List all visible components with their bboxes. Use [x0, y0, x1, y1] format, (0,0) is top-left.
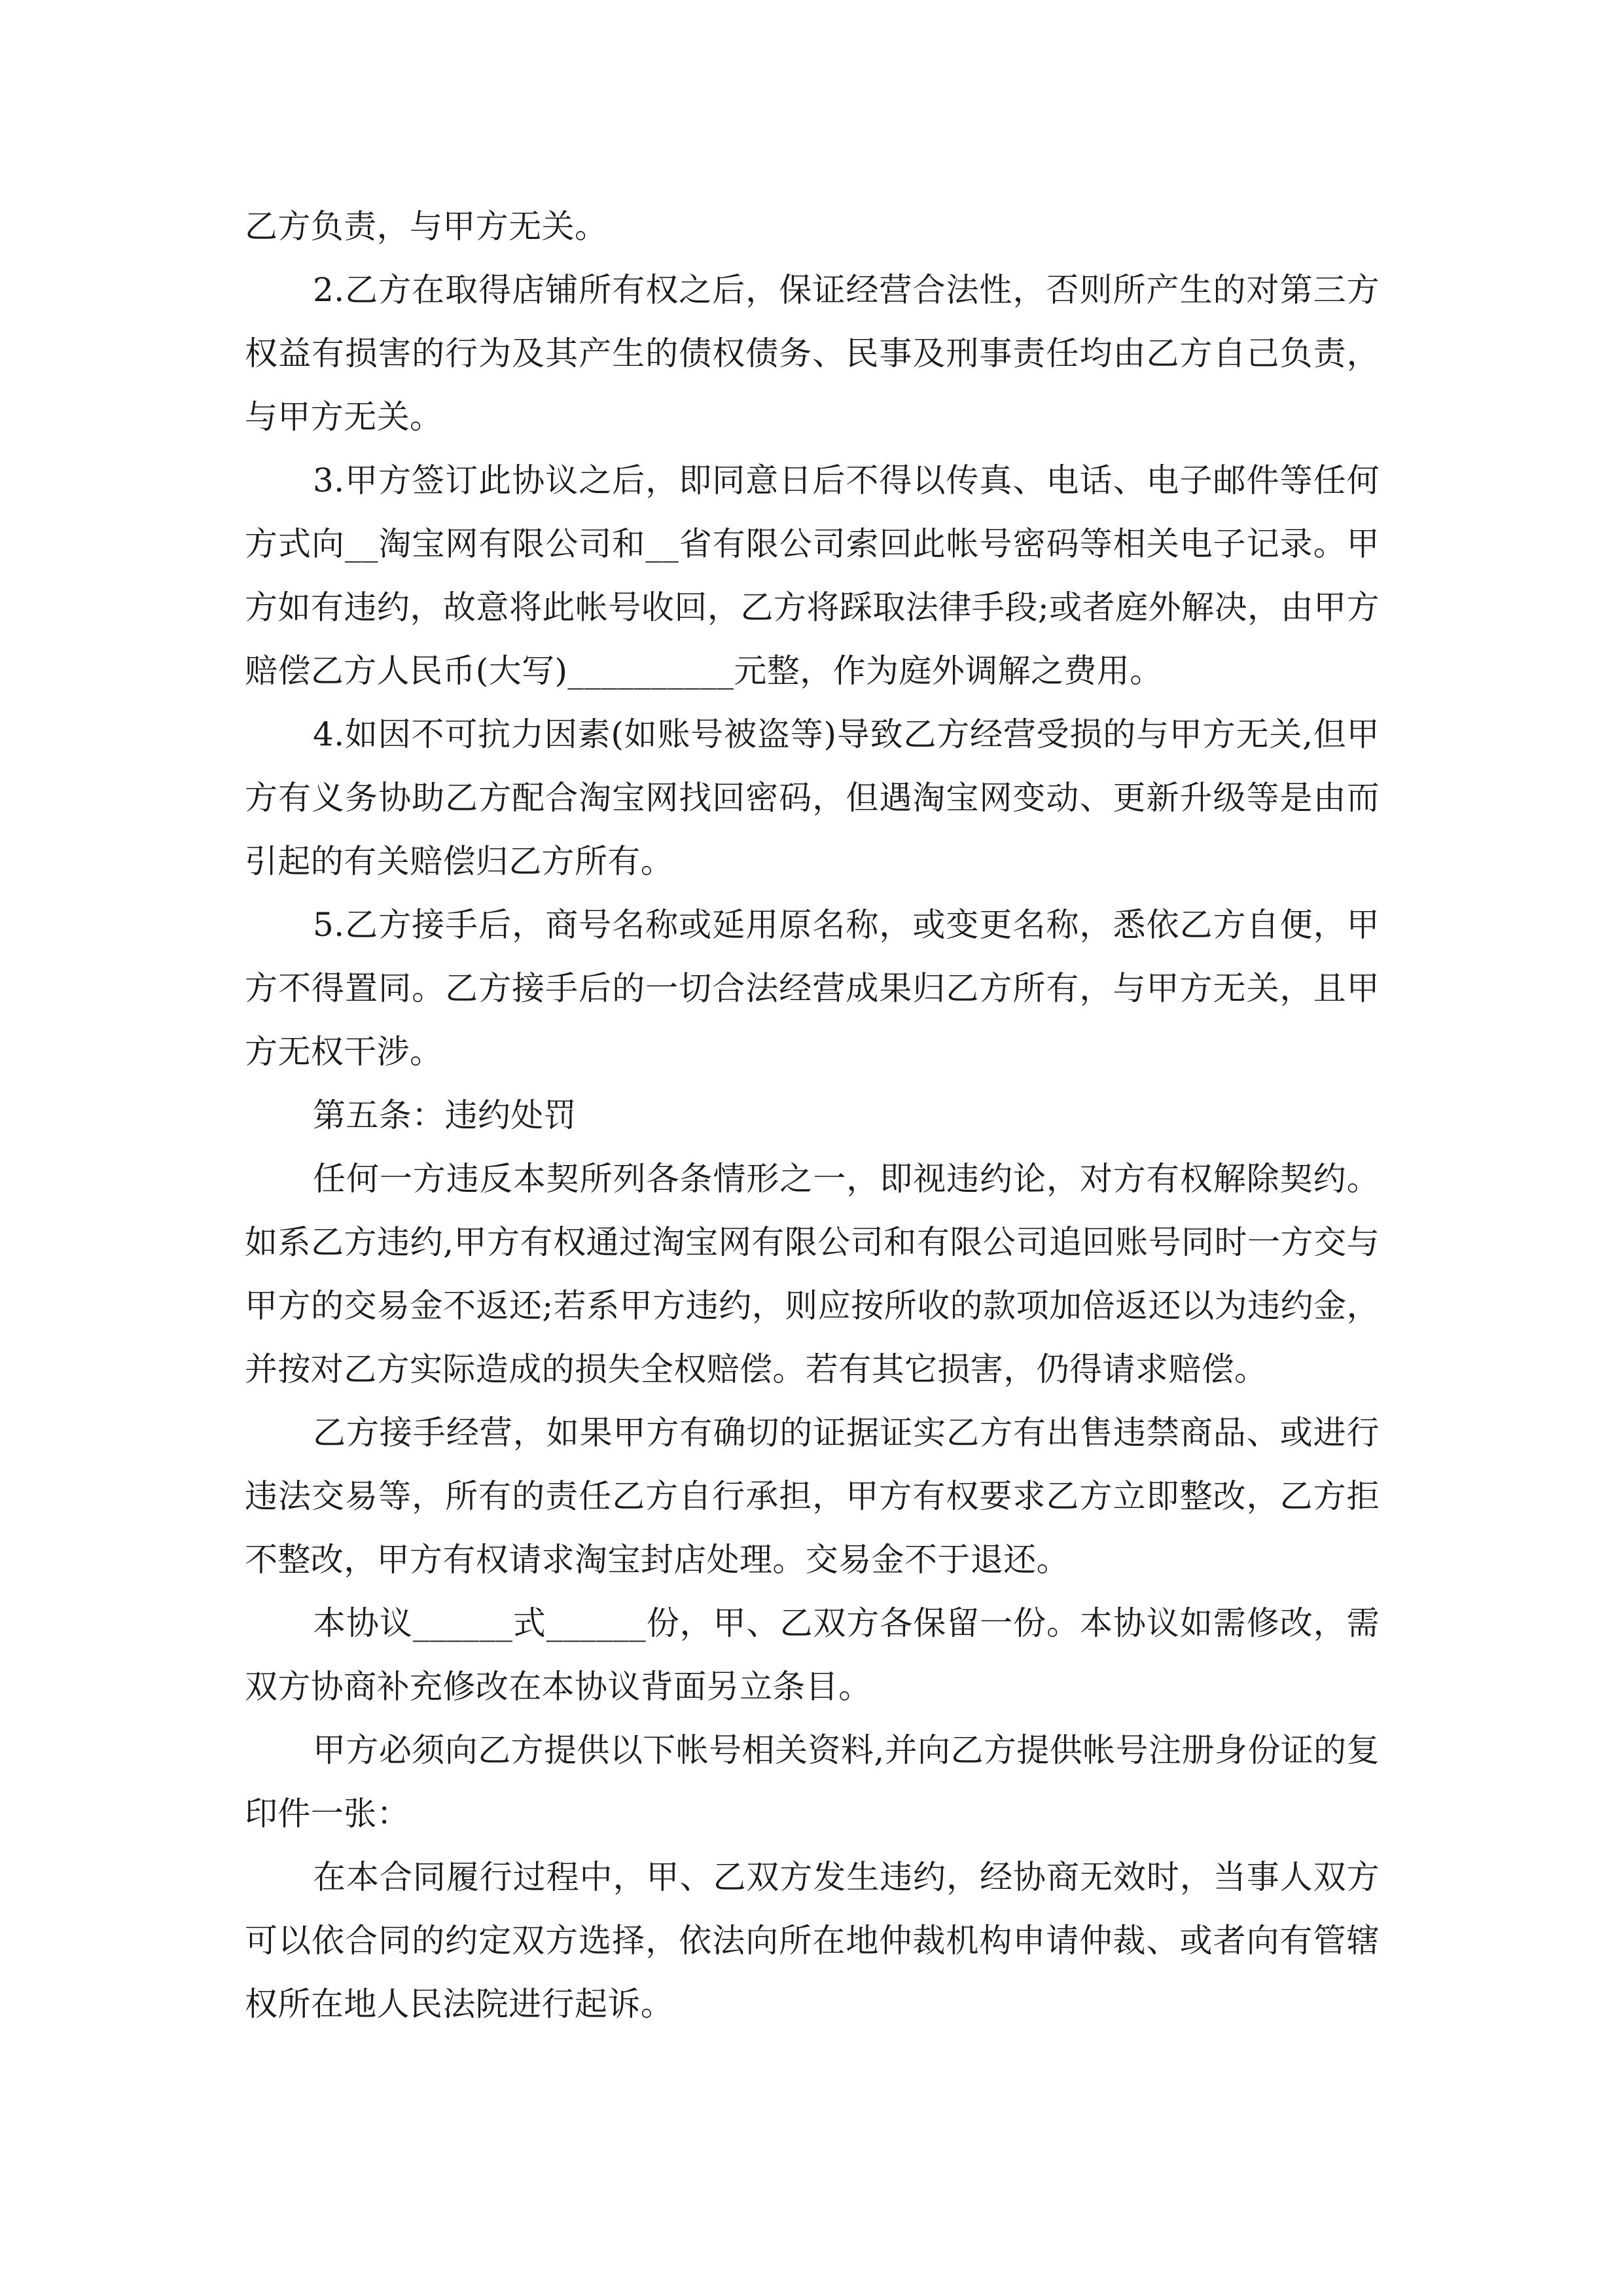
document-page	[245, 195, 1380, 2036]
operation-paragraph: 乙方接手经营，如果甲方有确切的证据证实乙方有出售违禁商品、或进行违法交易等，所有的责任乙方自行承担，甲方有权要求乙方立即整改，乙方拒不整改，甲方有权请求淘宝封店处理。交易金不于退还。	[245, 1414, 1380, 1579]
clause-3: 3.甲方签订此协议之后，即同意日后不得以传真、电话、电子邮件等任何方式向__淘宝网有限公司和__省有限公司索回此帐号密码等相关电子记录。甲方如有违约，故意将此帐号收回，乙方将踩取法律手段;或者庭外解决，由甲方赔偿乙方人民币(大写)__________元整，作为庭外调解之费用。	[245, 461, 1380, 690]
paragraph-continuation: 乙方负责，与甲方无关。	[245, 207, 608, 245]
dispute-paragraph: 在本合同履行过程中，甲、乙双方发生违约，经协商无效时，当事人双方可以依合同的约定双方选择，依法向所在地仲裁机构申请仲裁、或者向有管辖权所在地人民法院进行起诉。	[245, 1858, 1380, 2023]
clause-4: 4.如因不可抗力因素(如账号被盗等)导致乙方经营受损的与甲方无关,但甲方有义务协助乙方配合淘宝网找回密码，但遇淘宝网变动、更新升级等是由而引起的有关赔偿归乙方所有。	[245, 715, 1380, 880]
breach-paragraph: 任何一方违反本契所列各条情形之一，即视违约论，对方有权解除契约。如系乙方违约,甲方有权通过淘宝网有限公司和有限公司追回账号同时一方交与甲方的交易金不返还;若系甲方违约，则应按所收的款项加倍返还以为违约金，并按对乙方实际造成的损失全权赔偿。若有其它损害，仍得请求赔偿。	[245, 1160, 1380, 1388]
clause-5: 5.乙方接手后，商号名称或延用原名称，或变更名称，悉依乙方自便，甲方不得置同。乙方接手后的一切合法经营成果归乙方所有，与甲方无关，且甲方无权干涉。	[245, 906, 1380, 1071]
clause-2: 2.乙方在取得店铺所有权之后，保证经营合法性，否则所产生的对第三方权益有损害的行为及其产生的债权债务、民事及刑事责任均由乙方自己负责，与甲方无关。	[245, 271, 1380, 436]
materials-paragraph: 甲方必须向乙方提供以下帐号相关资料,并向乙方提供帐号注册身份证的复印件一张：	[245, 1731, 1380, 1833]
article-5-heading: 第五条：违约处罚	[313, 1096, 577, 1134]
copies-paragraph: 本协议______式______份，甲、乙双方各保留一份。本协议如需修改，需双方协商补充修改在本协议背面另立条目。	[245, 1604, 1380, 1706]
